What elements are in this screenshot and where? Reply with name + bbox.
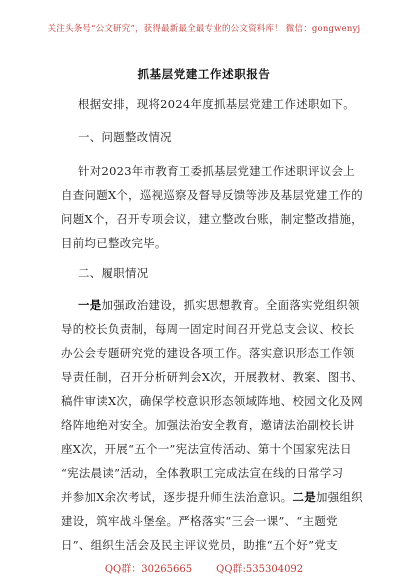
section-heading-issue-rectification: 一、问题整改情况 bbox=[78, 130, 172, 144]
paragraph-line: 络阵地绝对安全。加强法治安全教育，邀请法治副校长讲 bbox=[61, 418, 355, 432]
paragraph-lead-second: 二是 bbox=[292, 490, 317, 504]
paragraph-line: 座X次，开展“五个一”宪法宣传活动、第十个国家宪法日 bbox=[61, 442, 352, 456]
promo-banner: 关注头条号“公文研究”，获得最新最全最专业的公文资料库！ 微信：gongwenyj bbox=[47, 24, 361, 34]
paragraph-line: “宪法晨读”活动，全体教职工完成法宣在线的日常学习 bbox=[61, 466, 344, 480]
paragraph-line-text: 加强组织 bbox=[316, 490, 363, 504]
paragraph-line: 自查问题X个，巡视巡察及督导反馈等涉及基层党建工作的 bbox=[61, 188, 363, 202]
section-heading-duty-performance: 二、履职情况 bbox=[78, 266, 149, 280]
paragraph-line: 建设，筑牢战斗堡垒。严格落实“三会一课”、“主题党 bbox=[61, 514, 338, 528]
paragraph-lead-first: 一是 bbox=[78, 298, 102, 312]
paragraph-line: 日”、组织生活会及民主评议党员，助推“五个好”党支 bbox=[61, 538, 338, 552]
paragraph-line: 问题X个，召开专项会议，建立整改台账，制定整改措施， bbox=[61, 212, 363, 226]
paragraph-line: 目前均已整改完毕。 bbox=[61, 236, 167, 250]
paragraph-line bbox=[61, 490, 363, 504]
paragraph-line-text: 并参加X余次考试，逐步提升师生法治意识。 bbox=[61, 490, 293, 504]
paragraph-line: 针对2023年市教育工委抓基层党建工作述职评议会上 bbox=[78, 164, 355, 178]
page-title: 抓基层党建工作述职报告 bbox=[137, 67, 271, 81]
qq-group-1: QQ群：30265665 bbox=[104, 564, 193, 575]
paragraph-line: 办公会专题研究党的建设各项工作。落实意识形态工作领 bbox=[61, 346, 355, 360]
paragraph-line bbox=[78, 298, 360, 312]
paragraph-line: 稿件审读X次，确保学校意识形态领域阵地、校园文化及网 bbox=[61, 394, 363, 408]
paragraph-line: 导责任制，召开分析研判会X次，开展教材、教案、图书、 bbox=[61, 370, 363, 384]
qq-group-2: QQ群:535304092 bbox=[216, 564, 304, 575]
intro-paragraph: 根据安排，现将2024年度抓基层党建工作述职如下。 bbox=[78, 97, 355, 111]
footer-contact bbox=[0, 560, 408, 575]
paragraph-line: 导的校长负责制，每周一固定时间召开党总支会议、校长 bbox=[61, 322, 355, 336]
paragraph-line-text: 加强政治建设，抓实思想教育。全面落实党组织领 bbox=[101, 298, 360, 312]
